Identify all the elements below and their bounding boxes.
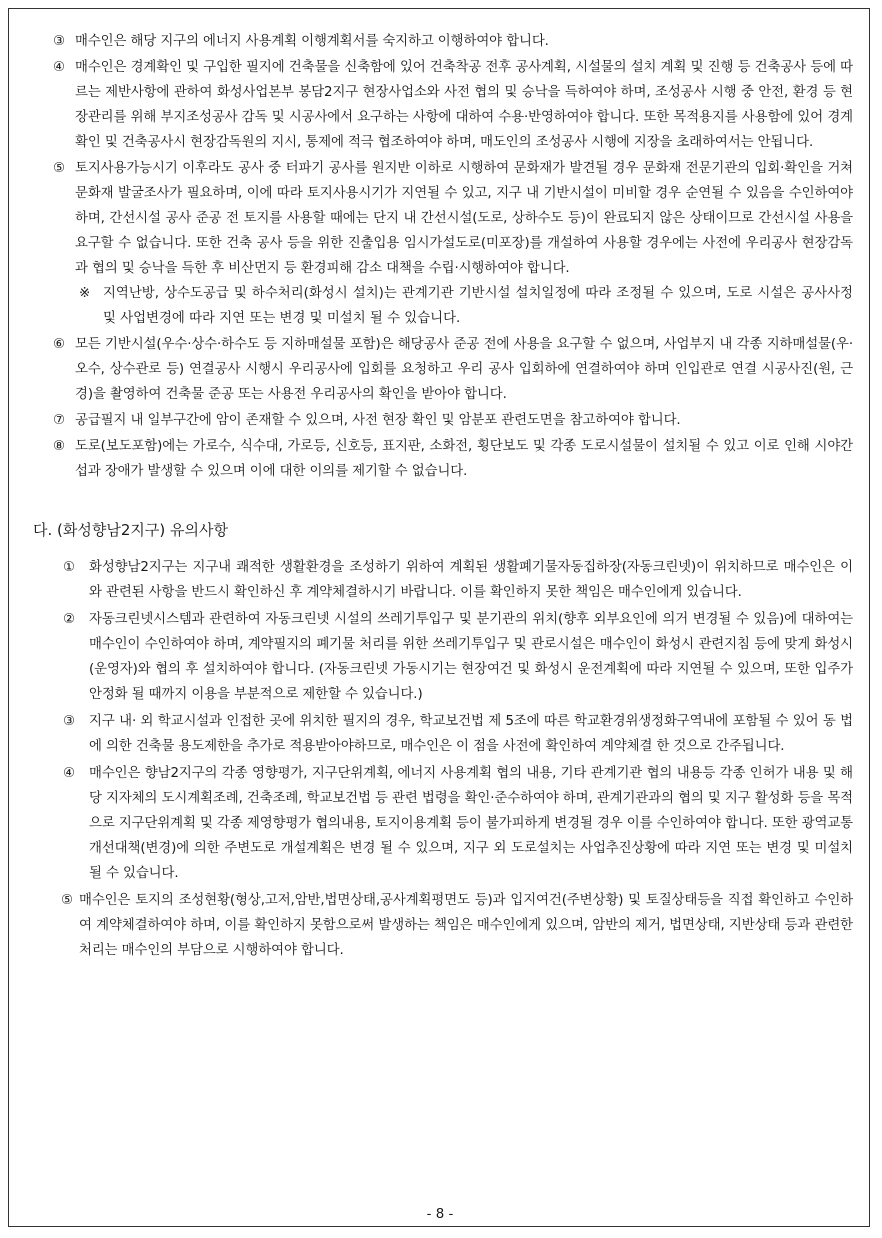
item-text: 매수인은 향남2지구의 각종 영향평가, 지구단위계획, 에너지 사용계획 협의 내용, 기타 관계기관 협의 내용등 각종 인허가 내용 및 해당 지자체의 도시계획조례, 건축조례, 학교보건법 등 관련 법령을 확인·준수하여야 하며, 관계기관과의 협의 및 지구 활성화 등을 목적으로 지구단위계획 및 각종 제영향평가 협의내용, 토지이용계획 등이 불가피하게 변경될 경우 이를 수인하여야 합니다. 또한 광역교통개선대책(변경)에 의한 주변도로 개설계획은 변경 될 수 있으며, 지구 외 도로설치는 사업추진상황에 따라 지연 또는 변경 및 미설치 될 수 있습니다. [89, 766, 853, 881]
item-number: ④ [63, 766, 75, 781]
item-text: 토지사용가능시기 이후라도 공사 중 터파기 공사를 원지반 이하로 시행하여 문화재가 발견될 경우 문화재 전문기관의 입회·확인을 거쳐 문화재 발굴조사가 필요하며, 이에 따라 토지사용시기가 지연될 수 있고, 지구 내 기반시설이 미비할 경우 순연될 수 있음을 수인하여야 하며, 간선시설 공사 준공 전 토지를 사용할 때에는 단지 내 간선시설(도로, 상하수도 등)이 완료되지 않은 상태이므로 간선시설 사용을 요구할 수 없습니다. 또한 건축 공사 등을 위한 진출입용 임시가설도로(미포장)를 개설하여 사용할 경우에는 사전에 우리공사 현장감독과 협의 및 승낙을 득한 후 비산먼지 등 환경피해 감소 대책을 수립·시행하여야 합니다. [75, 161, 853, 276]
list-item [9, 607, 871, 707]
item-text: 자동크린넷시스템과 관련하여 자동크린넷 시설의 쓰레기투입구 및 분기관의 위치(향후 외부요인에 의거 변경될 수 있음)에 대하여는 매수인이 수인하여야 하며, 계약필지의 폐기물 처리를 위한 쓰레기투입구 및 관로시설은 매수인이 화성시 관련지침 등에 맞게 화성시(운영자)와 협의 후 설치하여야 합니다. (자동크린넷 가동시기는 현장여건 및 화성시 운전계획에 따라 지연될 수 있으며, 또한 입주가 안정화 될 때까지 이용을 부분적으로 제한할 수 있습니다.) [89, 612, 853, 702]
note [9, 281, 871, 331]
list-item [9, 555, 871, 605]
list-item [9, 55, 871, 155]
list-item [9, 761, 871, 886]
list-item [9, 408, 871, 433]
item-number: ② [63, 612, 75, 627]
section-1 [9, 9, 871, 484]
list-item [9, 434, 871, 484]
document-body [9, 9, 871, 963]
item-number: ⑧ [53, 439, 65, 454]
item-text: 매수인은 경계확인 및 구입한 필지에 건축물을 신축함에 있어 건축착공 전후 공사계획, 시설물의 설치 계획 및 진행 등 건축공사 등에 따르는 제반사항에 관하여 화성사업본부 봉담2지구 현장사업소와 사전 협의 및 승낙을 득하여야 하며, 조성공사 시행 중 안전, 환경 등 현장관리를 위해 부지조성공사 감독 및 시공사에서 요구하는 사항에 대하여 수용·반영하여야 합니다. 또한 목적용지를 사용함에 있어 경계 확인 및 건축공사시 현장감독원의 지시, 통제에 적극 협조하여야 하며, 매도인의 조성공사 시행에 지장을 초래하여서는 안됩니다. [75, 60, 854, 150]
list-item [9, 709, 871, 759]
list-item [9, 888, 871, 963]
item-number: ⑦ [53, 413, 65, 428]
section-heading: 다. (화성향남2지구) 유의사항 [33, 521, 228, 539]
section-2 [9, 484, 871, 963]
item-number: ⑤ [61, 893, 73, 908]
list-item [9, 332, 871, 407]
item-text: 도로(보도포함)에는 가로수, 식수대, 가로등, 신호등, 표지판, 소화전, 횡단보도 및 각종 도로시설물이 설치될 수 있고 이로 인해 시야간섭과 장애가 발생할 수 있으며 이에 대한 이의를 제기할 수 없습니다. [75, 439, 853, 479]
item-number: ① [63, 560, 75, 575]
item-number: ③ [53, 34, 65, 49]
list-item [9, 156, 871, 281]
item-text: 지구 내· 외 학교시설과 인접한 곳에 위치한 필지의 경우, 학교보건법 제 5조에 따른 학교환경위생정화구역내에 포함될 수 있어 동 법에 의한 건축물 용도제한을 추가로 적용받아야하므로, 매수인은 이 점을 사전에 확인하여 계약체결 한 것으로 간주됩니다. [89, 714, 853, 754]
item-text: 공급필지 내 일부구간에 암이 존재할 수 있으며, 사전 현장 확인 및 암분포 관련도면을 참고하여야 합니다. [75, 413, 681, 428]
item-text: 매수인은 토지의 조성현황(형상,고저,암반,법면상태,공사계획평면도 등)과 입지여건(주변상황) 및 토질상태등을 직접 확인하고 수인하여 계약체결하여야 하며, 이를 확인하지 못함으로써 발생하는 책임은 매수인에게 있으며, 암반의 제거, 법면상태, 지반상태 등과 관련한 처리는 매수인의 부담으로 시행하여야 합니다. [79, 893, 853, 958]
item-number: ③ [63, 714, 75, 729]
item-number: ⑥ [53, 337, 65, 352]
page-frame [8, 8, 870, 1227]
list-item [9, 29, 871, 54]
note-text: 지역난방, 상수도공급 및 하수처리(화성시 설치)는 관계기관 기반시설 설치일정에 따라 조정될 수 있으며, 도로 시설은 공사사정 및 사업변경에 따라 지연 또는 변경 및 미설치 될 수 있습니다. [103, 286, 853, 326]
note-mark: ※ [79, 286, 91, 301]
item-text: 매수인은 해당 지구의 에너지 사용계획 이행계획서를 숙지하고 이행하여야 합니다. [75, 34, 549, 49]
item-text: 화성향남2지구는 지구내 쾌적한 생활환경을 조성하기 위하여 계획된 생활폐기물자동집하장(자동크린넷)이 위치하므로 매수인은 이와 관련된 사항을 반드시 확인하신 후 계약체결하시기 바랍니다. 이를 확인하지 못한 책임은 매수인에게 있습니다. [89, 560, 853, 600]
item-number: ⑤ [53, 161, 65, 176]
item-number: ④ [53, 60, 65, 75]
item-text: 모든 기반시설(우수·상수·하수도 등 지하매설물 포함)은 해당공사 준공 전에 사용을 요구할 수 없으며, 사업부지 내 각종 지하매설물(우·오수, 상수관로 등) 연결공사 시행시 우리공사에 입회를 요청하고 우리 공사 입회하에 연결하여야 하며 인입관로 연결 시공사진(원, 근경)을 촬영하여 건축물 준공 또는 사용전 우리공사의 확인을 받아야 합니다. [75, 337, 853, 402]
page-number: - 8 - [426, 1207, 454, 1222]
